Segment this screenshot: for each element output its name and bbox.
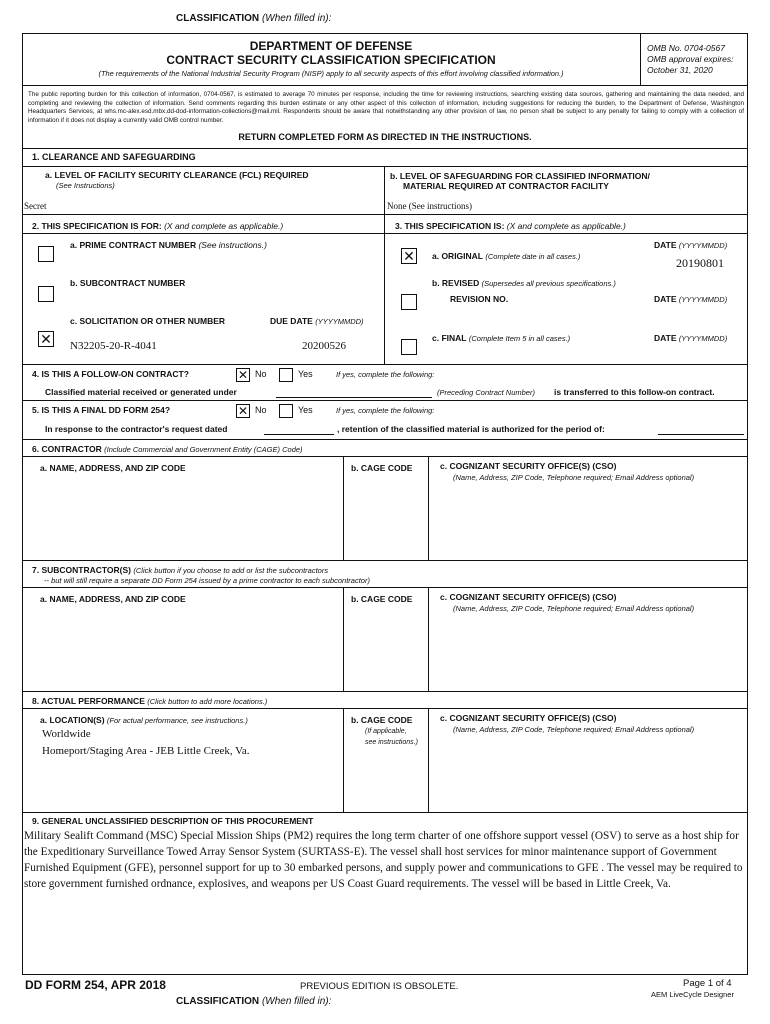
final254-no-label: No [255,405,267,415]
followon-yes-checkbox[interactable] [279,368,293,382]
s8-title: 8. ACTUAL PERFORMANCE (Click button to add more locations.) [32,696,268,706]
s5-title: 5. IS THIS A FINAL DD FORM 254? [32,405,171,415]
retention-period-field[interactable] [658,434,744,435]
followon-yes-label: Yes [298,369,313,379]
preceding-hint: (Preceding Contract Number) [437,388,535,397]
s6b-label: b. CAGE CODE [351,463,413,473]
procurement-description[interactable]: Military Sealift Command (MSC) Special Mission Ships (PM2) requires the long term charter of one offshore support vessel (OSV) to serve as a host ship for the Expeditionary Surveillance Towed Array Sensor System (SURTASS-E). The vessel shall host services for minor maintenance support of Government Furnished Equipment (GFE), personnel support for up to 30 embarked persons, and supply power and communications to GFE . The vessel may be required to store government furnished ordnance, explosives, and weapons per US Coast Guard requirements. The vessel will be based in Little Creek, Va. [24,830,743,890]
s3c-date-label: DATE (YYYYMMDD) [654,333,728,343]
s7a-label: a. NAME, ADDRESS, AND ZIP CODE [40,594,186,604]
s7-title: 7. SUBCONTRACTOR(S) (Click button if you choose to add or list the subcontractors [32,565,329,575]
s7b-label: b. CAGE CODE [351,594,413,604]
designer-credit: AEM LiveCycle Designer [651,990,734,999]
page-number: Page 1 of 4 [683,978,732,989]
s8c-hint: (Name, Address, ZIP Code, Telephone required; Email Address optional) [453,725,695,734]
omb-expiration-date: October 31, 2020 [647,65,713,75]
s4-line-label: Classified material received or generated under [45,387,237,397]
original-date[interactable]: 20190801 [676,256,724,270]
final254-yes-checkbox[interactable] [279,404,293,418]
s5-line-label: In response to the contractor's request dated [45,424,228,434]
s4-hint: If yes, complete the following: [336,370,435,379]
s1b-label-2: MATERIAL REQUIRED AT CONTRACTOR FACILITY [403,181,609,191]
bottom-classification: CLASSIFICATION (When filled in): [176,996,332,1007]
s2c-label: c. SOLICITATION OR OTHER NUMBER [70,316,226,326]
followon-no-label: No [255,369,267,379]
s1a-label: a. LEVEL OF FACILITY SECURITY CLEARANCE (FCL) REQUIRED [45,170,309,180]
s8c-label: c. COGNIZANT SECURITY OFFICE(S) (CSO) [440,713,617,723]
final254-no-checkbox[interactable]: ✕ [237,404,249,418]
request-date-field[interactable] [264,434,334,435]
transfer-text: is transferred to this follow-on contract. [554,387,715,397]
form-number: DD FORM 254, APR 2018 [25,978,166,992]
s2-due-label: DUE DATE (YYYYMMDD) [270,316,364,326]
page-title: CONTRACT SECURITY CLASSIFICATION SPECIFICATION [166,53,496,67]
s9-title: 9. GENERAL UNCLASSIFIED DESCRIPTION OF THIS PROCUREMENT [32,816,314,826]
solicitation-due-date[interactable]: 20200526 [302,340,346,352]
s2-title: 2. THIS SPECIFICATION IS FOR: (X and complete as applicable.) [32,221,284,231]
solicitation-checkbox[interactable]: ✕ [38,331,54,347]
s7c-hint: (Name, Address, ZIP Code, Telephone required; Email Address optional) [453,604,695,613]
burden-statement: The public reporting burden for this collection of information, 0704-0567, is estimated to average 70 minutes per response, including the time for reviewing instructions, searching existing data sources, gathering and maintaining the data needed, and completing and reviewing the collection of information. Send comments regarding this burden estimate or any other aspect of this collection of information, including suggestions for reducing the burden, to the Department of Defense, Washington Headquarters Services, at whs.mc-alex.esd.mbx.dd-dod-information-collections@mail.mil. Respondents should be aware that notwithstanding any other provision of law, no person shall be subject to any penalty for failing to comply with a collection of information if it does not display a currently valid OMB control number. [28,91,744,124]
s3b-label: b. REVISED (Supersedes all previous specifications.) [432,278,616,288]
return-instruction: RETURN COMPLETED FORM AS DIRECTED IN THE INSTRUCTIONS. [238,132,532,142]
omb-expires-label: OMB approval expires: [647,54,734,64]
s8b-label: b. CAGE CODE [351,715,413,725]
s1a-hint: (See Instructions) [56,181,115,190]
safeguarding-value[interactable]: None (See instructions) [387,201,472,211]
top-classification: CLASSIFICATION (When filled in): [176,13,332,24]
omb-number: OMB No. 0704-0567 [647,43,725,53]
s7-hint-2: -- but will still require a separate DD Form 254 issued by a prime contractor to each subcontractor) [44,576,370,585]
s8b-hint-1: (If applicable, [365,728,407,735]
s4-title: 4. IS THIS A FOLLOW-ON CONTRACT? [32,369,189,379]
obsolete-notice: PREVIOUS EDITION IS OBSOLETE. [300,981,459,992]
s3-title: 3. THIS SPECIFICATION IS: (X and complete as applicable.) [395,221,626,231]
preceding-contract-field[interactable] [276,397,432,398]
s3c-label: c. FINAL (Complete Item 5 in all cases.) [432,333,571,343]
s5-hint: If yes, complete the following: [336,406,435,415]
location-2[interactable]: Homeport/Staging Area - JEB Little Creek, Va. [42,745,250,757]
nisp-note: (The requirements of the National Industrial Security Program (NISP) apply to all security aspects of this effort involving classified information.) [98,69,564,78]
subcontract-checkbox[interactable] [38,286,54,302]
revised-checkbox[interactable] [401,294,417,310]
s6c-label: c. COGNIZANT SECURITY OFFICE(S) (CSO) [440,461,617,471]
s3b-date-label: DATE (YYYYMMDD) [654,294,728,304]
s8b-hint-2: see instructions.) [365,739,418,746]
solicitation-number[interactable]: N32205-20-R-4041 [70,340,157,352]
s1b-label: b. LEVEL OF SAFEGUARDING FOR CLASSIFIED INFORMATION/ [390,171,650,181]
final254-yes-label: Yes [298,405,313,415]
location-1[interactable]: Worldwide [42,728,91,740]
s2a-label: a. PRIME CONTRACT NUMBER (See instructions.) [70,240,267,250]
prime-contract-checkbox[interactable] [38,246,54,262]
s3a-label: a. ORIGINAL (Complete date in all cases.) [432,251,581,261]
s7c-label: c. COGNIZANT SECURITY OFFICE(S) (CSO) [440,592,617,602]
s8a-label: a. LOCATION(S) (For actual performance, see instructions.) [40,715,248,725]
retention-text: , retention of the classified material is authorized for the period of: [337,424,605,434]
s2b-label: b. SUBCONTRACT NUMBER [70,278,186,288]
s6c-hint: (Name, Address, ZIP Code, Telephone required; Email Address optional) [453,473,695,482]
original-checkbox[interactable]: ✕ [401,248,417,264]
dept-title: DEPARTMENT OF DEFENSE [249,39,413,53]
s1-title: 1. CLEARANCE AND SAFEGUARDING [32,152,196,162]
s6a-label: a. NAME, ADDRESS, AND ZIP CODE [40,463,186,473]
revision-no-label: REVISION NO. [450,294,509,304]
fcl-value[interactable]: Secret [24,201,47,211]
s3a-date-label: DATE (YYYYMMDD) [654,240,728,250]
s6-title: 6. CONTRACTOR (Include Commercial and Government Entity (CAGE) Code) [32,444,303,454]
final-checkbox[interactable] [401,339,417,355]
followon-no-checkbox[interactable]: ✕ [237,368,249,382]
